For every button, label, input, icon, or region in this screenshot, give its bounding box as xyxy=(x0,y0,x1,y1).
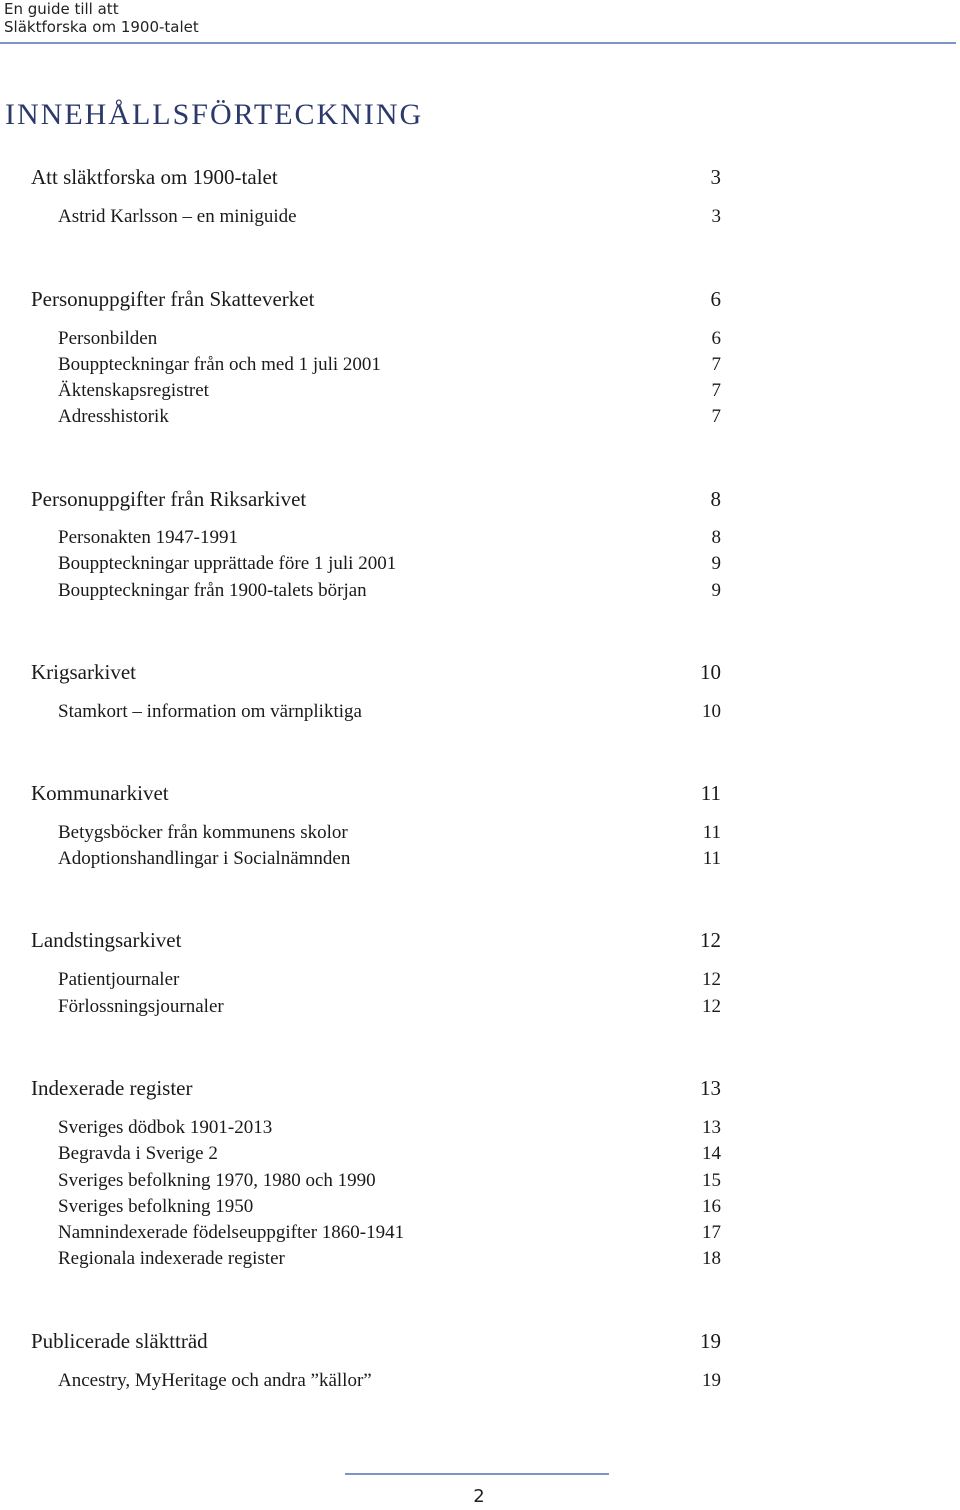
toc-sub-entry[interactable] xyxy=(0,328,960,356)
toc-entry-label: Regionala indexerade register xyxy=(58,1248,285,1269)
toc-section-entry[interactable] xyxy=(0,928,960,956)
toc-entry-page-number: 8 xyxy=(711,527,721,548)
toc-entry-label: Sveriges befolkning 1970, 1980 och 1990 xyxy=(58,1170,376,1191)
toc-entry-page-number: 3 xyxy=(711,206,721,227)
toc-entry-label: Adoptionshandlingar i Socialnämnden xyxy=(58,848,351,869)
toc-sub-entry[interactable] xyxy=(0,701,960,729)
toc-entry-page-number: 9 xyxy=(711,553,721,574)
toc-entry-label: Förlossningsjournaler xyxy=(58,996,224,1017)
toc-sub-entry[interactable] xyxy=(0,1117,960,1145)
toc-entry-label: Äktenskapsregistret xyxy=(58,380,209,401)
toc-entry-label: Patientjournaler xyxy=(58,969,180,990)
toc-entry-page-number: 8 xyxy=(710,487,721,511)
toc-entry-label: Bouppteckningar från 1900-talets början xyxy=(58,580,367,601)
toc-section-entry[interactable] xyxy=(0,487,960,515)
toc-entry-page-number: 7 xyxy=(711,380,721,401)
toc-entry-label: Landstingsarkivet xyxy=(31,928,182,952)
toc-sub-entry[interactable] xyxy=(0,206,960,234)
toc-entry-page-number: 3 xyxy=(710,165,721,189)
toc-sub-entry[interactable] xyxy=(0,354,960,382)
toc-entry-label: Personakten 1947-1991 xyxy=(58,527,238,548)
toc-entry-page-number: 7 xyxy=(711,354,721,375)
toc-sub-entry[interactable] xyxy=(0,527,960,555)
toc-entry-label: Personbilden xyxy=(58,328,158,349)
page-number xyxy=(0,1486,960,1507)
toc-sub-entry[interactable] xyxy=(0,996,960,1024)
toc-entry-page-number: 12 xyxy=(702,969,721,990)
toc-sub-entry[interactable] xyxy=(0,1248,960,1276)
toc-entry-page-number: 11 xyxy=(702,848,721,869)
toc-sub-entry[interactable] xyxy=(0,1222,960,1250)
toc-entry-label: Att släktforska om 1900-talet xyxy=(31,165,278,189)
toc-entry-label: Betygsböcker från kommunens skolor xyxy=(58,822,348,843)
toc-entry-label: Stamkort – information om värnpliktiga xyxy=(58,701,362,722)
toc-entry-page-number: 13 xyxy=(700,1076,721,1100)
toc-sub-entry[interactable] xyxy=(0,553,960,581)
toc-entry-label: Krigsarkivet xyxy=(31,660,136,684)
toc-entry-page-number: 11 xyxy=(702,822,721,843)
toc-sub-entry[interactable] xyxy=(0,848,960,876)
toc-entry-label: Bouppteckningar upprättade före 1 juli 2001 xyxy=(58,553,397,574)
toc-entry-page-number: 10 xyxy=(702,701,721,722)
toc-entry-label: Personuppgifter från Skatteverket xyxy=(31,287,315,311)
toc-entry-label: Publicerade släktträd xyxy=(31,1329,208,1353)
toc-sub-entry[interactable] xyxy=(0,406,960,434)
toc-section-entry[interactable] xyxy=(0,165,960,193)
toc-entry-page-number: 10 xyxy=(700,660,721,684)
running-header-line-1: En guide till att xyxy=(4,0,119,18)
toc-entry-page-number: 18 xyxy=(702,1248,721,1269)
toc-sub-entry[interactable] xyxy=(0,822,960,850)
toc-entry-label: Bouppteckningar från och med 1 juli 2001 xyxy=(58,354,381,375)
toc-sub-entry[interactable] xyxy=(0,1196,960,1224)
toc-section-entry[interactable] xyxy=(0,1329,960,1357)
toc-entry-page-number: 11 xyxy=(700,781,721,805)
toc-sub-entry[interactable] xyxy=(0,1370,960,1398)
toc-section-entry[interactable] xyxy=(0,660,960,688)
toc-entry-label: Begravda i Sverige 2 xyxy=(58,1143,218,1164)
toc-sub-entry[interactable] xyxy=(0,380,960,408)
footer-divider xyxy=(345,1473,609,1475)
toc-entry-label: Sveriges dödbok 1901-2013 xyxy=(58,1117,273,1138)
toc-entry-page-number: 13 xyxy=(702,1117,721,1138)
toc-entry-page-number: 19 xyxy=(700,1329,721,1353)
toc-entry-page-number: 7 xyxy=(711,406,721,427)
toc-sub-entry[interactable] xyxy=(0,1170,960,1198)
toc-entry-label: Namnindexerade födelseuppgifter 1860-1941 xyxy=(58,1222,405,1243)
toc-entry-page-number: 9 xyxy=(711,580,721,601)
toc-sub-entry[interactable] xyxy=(0,580,960,608)
toc-entry-label: Kommunarkivet xyxy=(31,781,169,805)
toc-entry-page-number: 19 xyxy=(702,1370,721,1391)
toc-sub-entry[interactable] xyxy=(0,969,960,997)
toc-entry-label: Ancestry, MyHeritage och andra ”källor” xyxy=(58,1370,372,1391)
toc-entry-label: Adresshistorik xyxy=(58,406,169,427)
toc-entry-label: Personuppgifter från Riksarkivet xyxy=(31,487,307,511)
toc-entry-label: Indexerade register xyxy=(31,1076,193,1100)
toc-entry-page-number: 14 xyxy=(702,1143,721,1164)
toc-entry-label: Astrid Karlsson – en miniguide xyxy=(58,206,297,227)
toc-section-entry[interactable] xyxy=(0,1076,960,1104)
toc-entry-page-number: 17 xyxy=(702,1222,721,1243)
toc-sub-entry[interactable] xyxy=(0,1143,960,1171)
toc-entry-page-number: 12 xyxy=(702,996,721,1017)
running-header-line-2: Släktforska om 1900-talet xyxy=(4,18,199,36)
toc-entry-page-number: 12 xyxy=(700,928,721,952)
toc-section-entry[interactable] xyxy=(0,287,960,315)
toc-entry-page-number: 15 xyxy=(702,1170,721,1191)
toc-entry-label: Sveriges befolkning 1950 xyxy=(58,1196,254,1217)
toc-entry-page-number: 6 xyxy=(710,287,721,311)
toc-entry-page-number: 16 xyxy=(702,1196,721,1217)
toc-entry-page-number: 6 xyxy=(711,328,721,349)
page-number-text: 2 xyxy=(473,1486,485,1507)
page-title: INNEHÅLLSFÖRTECKNING xyxy=(5,98,424,131)
toc-section-entry[interactable] xyxy=(0,781,960,809)
